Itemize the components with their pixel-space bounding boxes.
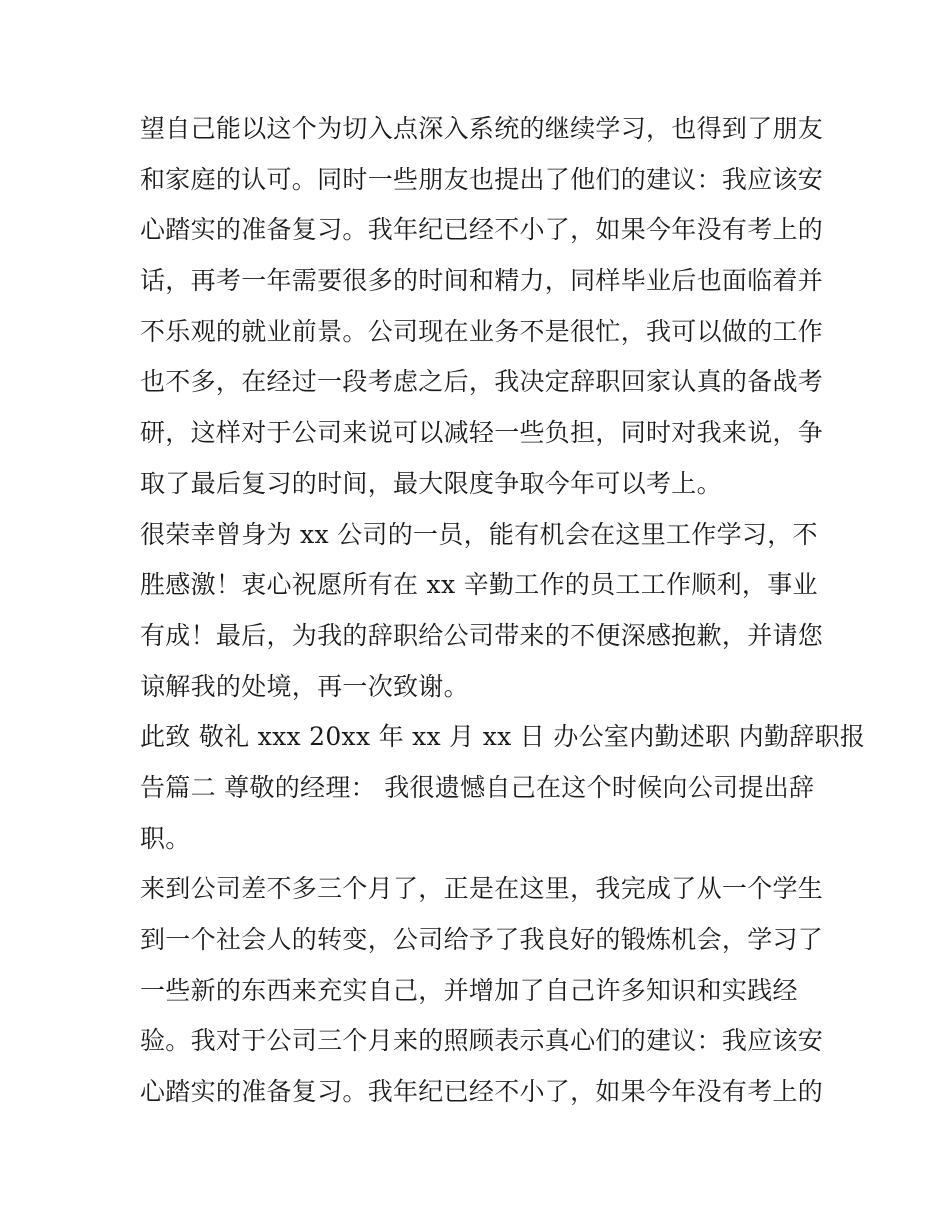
text-line: 谅解我的处境，再一次致谢。 <box>140 671 469 701</box>
text-line: 话，再考一年需要很多的时间和精力，同样毕业后也面临着并 <box>140 266 824 296</box>
text-line: 和家庭的认可。同时一些朋友也提出了他们的建议：我应该安 <box>140 164 824 194</box>
text-line: 胜感激！衷心祝愿所有在 xx 辛勤工作的员工工作顺利，事业 <box>140 570 818 600</box>
text-line: 心踏实的准备复习。我年纪已经不小了，如果今年没有考上的 <box>140 215 824 245</box>
text-line: 有成！最后，为我的辞职给公司带来的不便深感抱歉，并请您 <box>140 620 824 650</box>
text-line: 研，这样对于公司来说可以减轻一些负担，同时对我来说，争 <box>140 418 824 448</box>
text-line: 职。 <box>140 823 191 853</box>
document-body <box>140 104 866 1118</box>
text-line: 望自己能以这个为切入点深入系统的继续学习，也得到了朋友 <box>140 114 824 143</box>
text-line: 不乐观的就业前景。公司现在业务不是很忙，我可以做的工作 <box>140 316 824 346</box>
text-line: 来到公司差不多三个月了，正是在这里，我完成了从一个学生 <box>140 874 824 904</box>
text-line: 告篇二 尊敬的经理： 我很遗憾自己在这个时候向公司提出辞 <box>140 772 815 802</box>
text-line: 到一个社会人的转变，公司给予了我良好的锻炼机会，学习了 <box>140 925 824 954</box>
text-line: 此致 敬礼 xxx 20xx 年 xx 月 xx 日 办公室内勤述职 内勤辞职报 <box>140 722 866 752</box>
text-line: 验。我对于公司三个月来的照顾表示真心们的建议：我应该安 <box>140 1026 824 1056</box>
text-line: 也不多，在经过一段考虑之后，我决定辞职回家认真的备战考 <box>140 367 824 397</box>
text-line: 心踏实的准备复习。我年纪已经不小了，如果今年没有考上的 <box>140 1077 824 1107</box>
text-line: 取了最后复习的时间，最大限度争取今年可以考上。 <box>140 468 722 498</box>
text-line: 很荣幸曾身为 xx 公司的一员，能有机会在这里工作学习，不 <box>140 519 818 549</box>
text-line: 一些新的东西来充实自己，并增加了自己许多知识和实践经 <box>140 975 798 1005</box>
